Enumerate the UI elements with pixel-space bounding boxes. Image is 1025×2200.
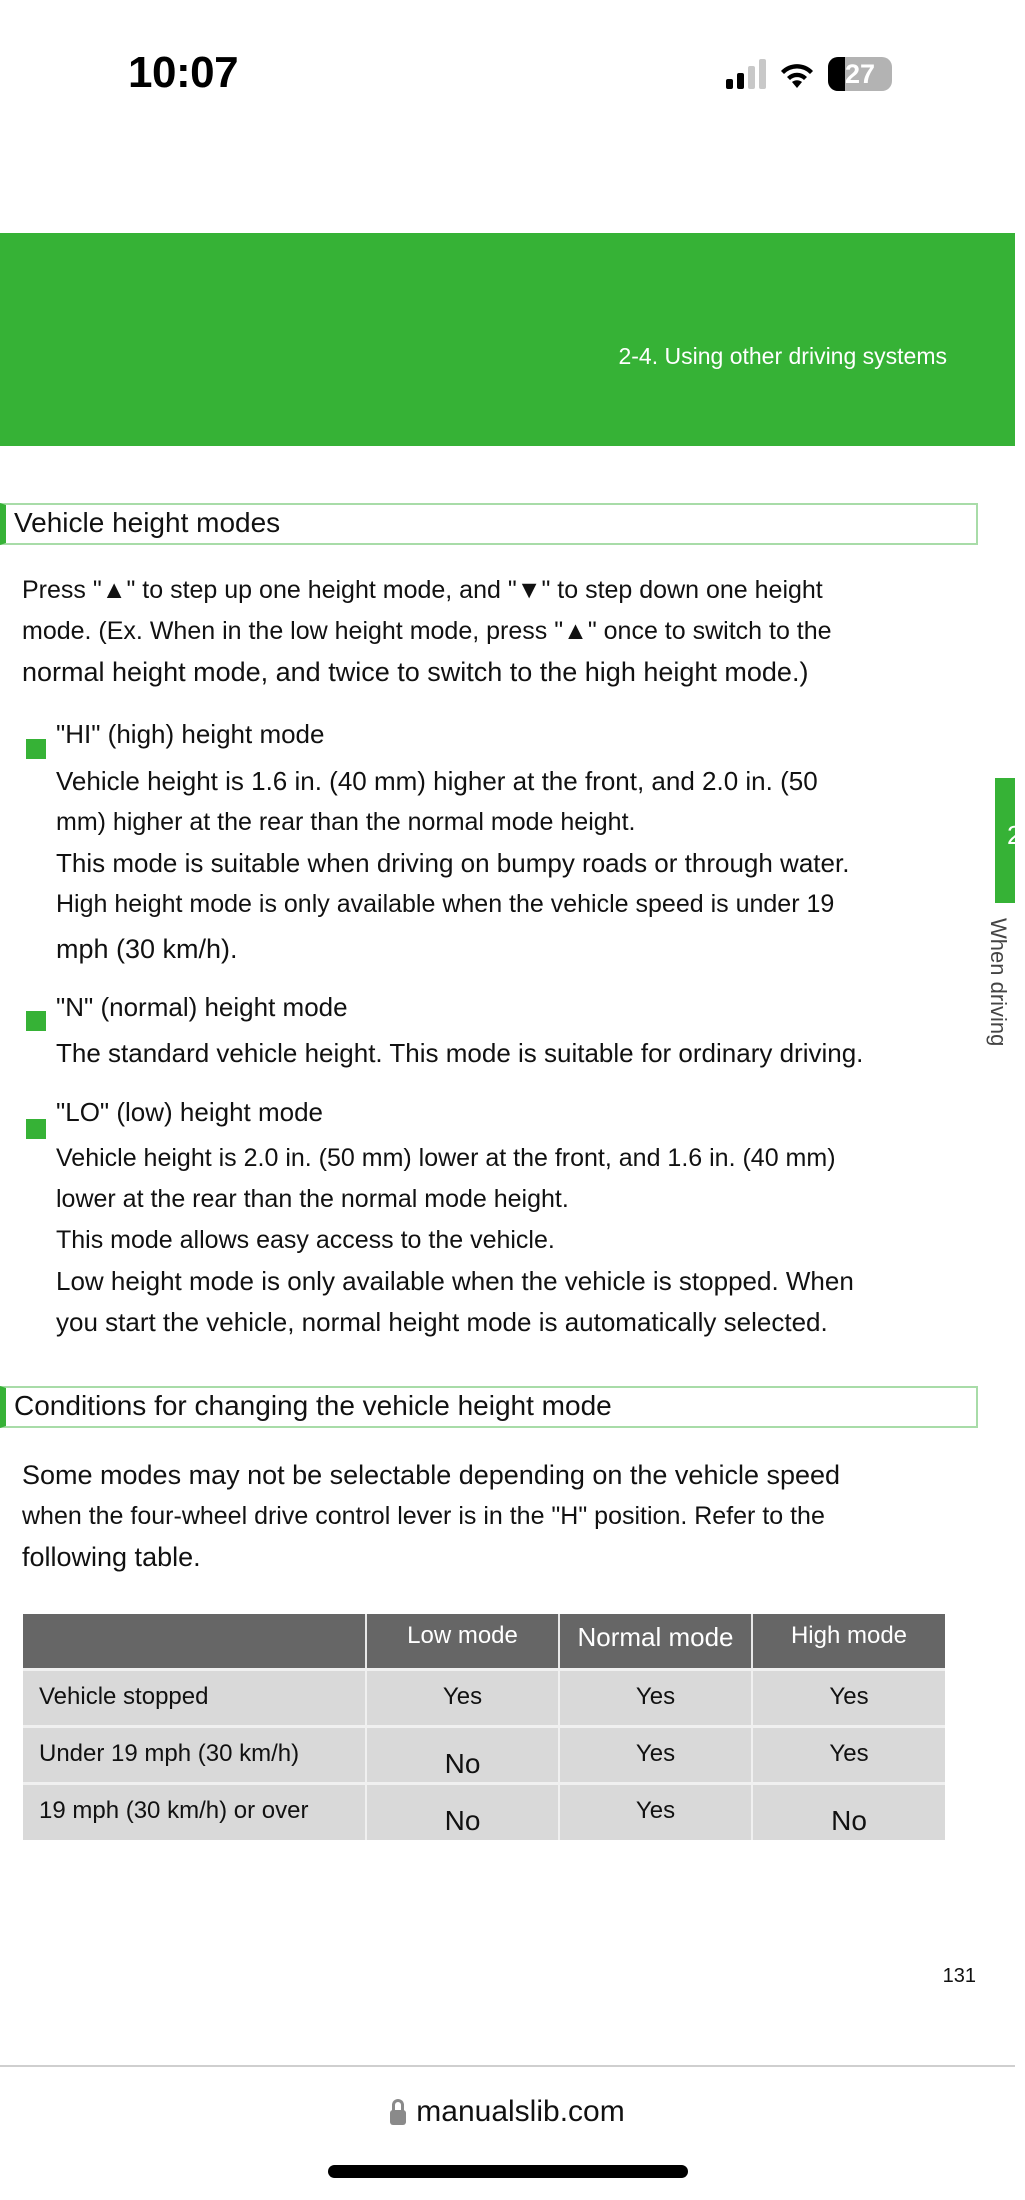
intro-line: Press "▲" to step up one height mode, and "▼" to step down one height [22,576,823,604]
table-row-label: Under 19 mph (30 km/h) [23,1726,366,1783]
url-text[interactable]: manualslib.com [416,2095,625,2128]
battery-group [828,57,887,91]
side-label-text: When driving [986,918,1011,1047]
table-cell: Yes [752,1669,945,1726]
home-indicator[interactable] [328,2165,688,2178]
table-header-cell: Normal mode [559,1614,752,1669]
table-cell: No [366,1726,559,1783]
table-header-row [23,1614,945,1669]
intro-line: mode. (Ex. When in the low height mode, press "▲" once to switch to the [22,617,832,645]
table-cell: Yes [559,1726,752,1783]
mode-title-normal: "N" (normal) height mode [56,992,348,1022]
conditions-line: Some modes may not be selectable depending on the vehicle speed [22,1460,841,1490]
battery-percent: 27 [844,58,876,89]
side-chapter-tab[interactable] [995,778,1022,903]
desc-line: Vehicle height is 2.0 in. (50 mm) lower at the front, and 1.6 in. (40 mm) [56,1144,836,1172]
table-row-label: 19 mph (30 km/h) or over [23,1783,366,1840]
desc-line: Vehicle height is 1.6 in. (40 mm) higher at the front, and 2.0 in. (50 [56,766,818,796]
page-number: 131 [942,1965,976,1987]
url-bar[interactable] [0,2095,1015,2129]
chapter-header [0,233,1015,446]
desc-line: This mode allows easy access to the vehicle. [56,1226,555,1254]
table-row [23,1783,945,1840]
desc-line: you start the vehicle, normal height mode is automatically selected. [56,1307,828,1337]
desc-line: mm) higher at the rear than the normal mode height. [56,808,636,836]
mode-title-high: "HI" (high) height mode [56,719,325,749]
status-icons [726,56,887,92]
lock-icon [390,2099,406,2125]
height-mode-table [23,1614,945,1840]
wifi-icon [778,58,816,90]
table-cell: Yes [366,1669,559,1726]
desc-line: High height mode is only available when the vehicle speed is under 19 [56,890,835,918]
table-header-cell [23,1614,366,1669]
table-cell: No [752,1783,945,1840]
desc-line: Low height mode is only available when the vehicle is stopped. When [56,1266,854,1296]
chapter-title: 2-4. Using other driving systems [618,343,947,369]
desc-line: The standard vehicle height. This mode is suitable for ordinary driving. [56,1038,864,1068]
battery-icon [828,57,892,91]
signal-icon [726,59,766,89]
desc-line: mph (30 km/h). [56,934,238,964]
green-bullet-icon [26,739,46,759]
table-cell: No [366,1783,559,1840]
section-heading-height-modes: Vehicle height modes [0,503,978,545]
battery-level [828,57,845,91]
intro-line: normal height mode, and twice to switch to the high height mode.) [22,657,809,687]
green-bullet-icon [26,1119,46,1139]
conditions-paragraph [22,1455,840,1578]
mode-desc-low [56,1138,854,1343]
table-cell: Yes [559,1669,752,1726]
status-bar [0,0,1015,150]
bottom-divider [0,2065,1015,2067]
table-cell: Yes [559,1783,752,1840]
side-tab-number: 2 [1007,820,1022,850]
side-chapter-label [985,918,1025,1078]
desc-line: This mode is suitable when driving on bumpy roads or through water. [56,848,850,878]
table-row-label: Vehicle stopped [23,1669,366,1726]
mode-title-low: "LO" (low) height mode [56,1097,324,1127]
intro-paragraph [22,570,832,693]
conditions-line: when the four-wheel drive control lever is in the "H" position. Refer to the [22,1502,825,1530]
table-header-cell: High mode [752,1614,945,1669]
table-row [23,1669,945,1726]
table-cell: Yes [752,1726,945,1783]
mode-desc-normal [56,1033,863,1074]
section-heading-conditions: Conditions for changing the vehicle height mode [0,1386,978,1428]
desc-line: lower at the rear than the normal mode height. [56,1185,569,1213]
mode-desc-high [56,761,849,970]
table-header-cell: Low mode [366,1614,559,1669]
table-row [23,1726,945,1783]
conditions-line: following table. [22,1542,201,1572]
status-time: 10:07 [128,48,239,97]
green-bullet-icon [26,1011,46,1031]
